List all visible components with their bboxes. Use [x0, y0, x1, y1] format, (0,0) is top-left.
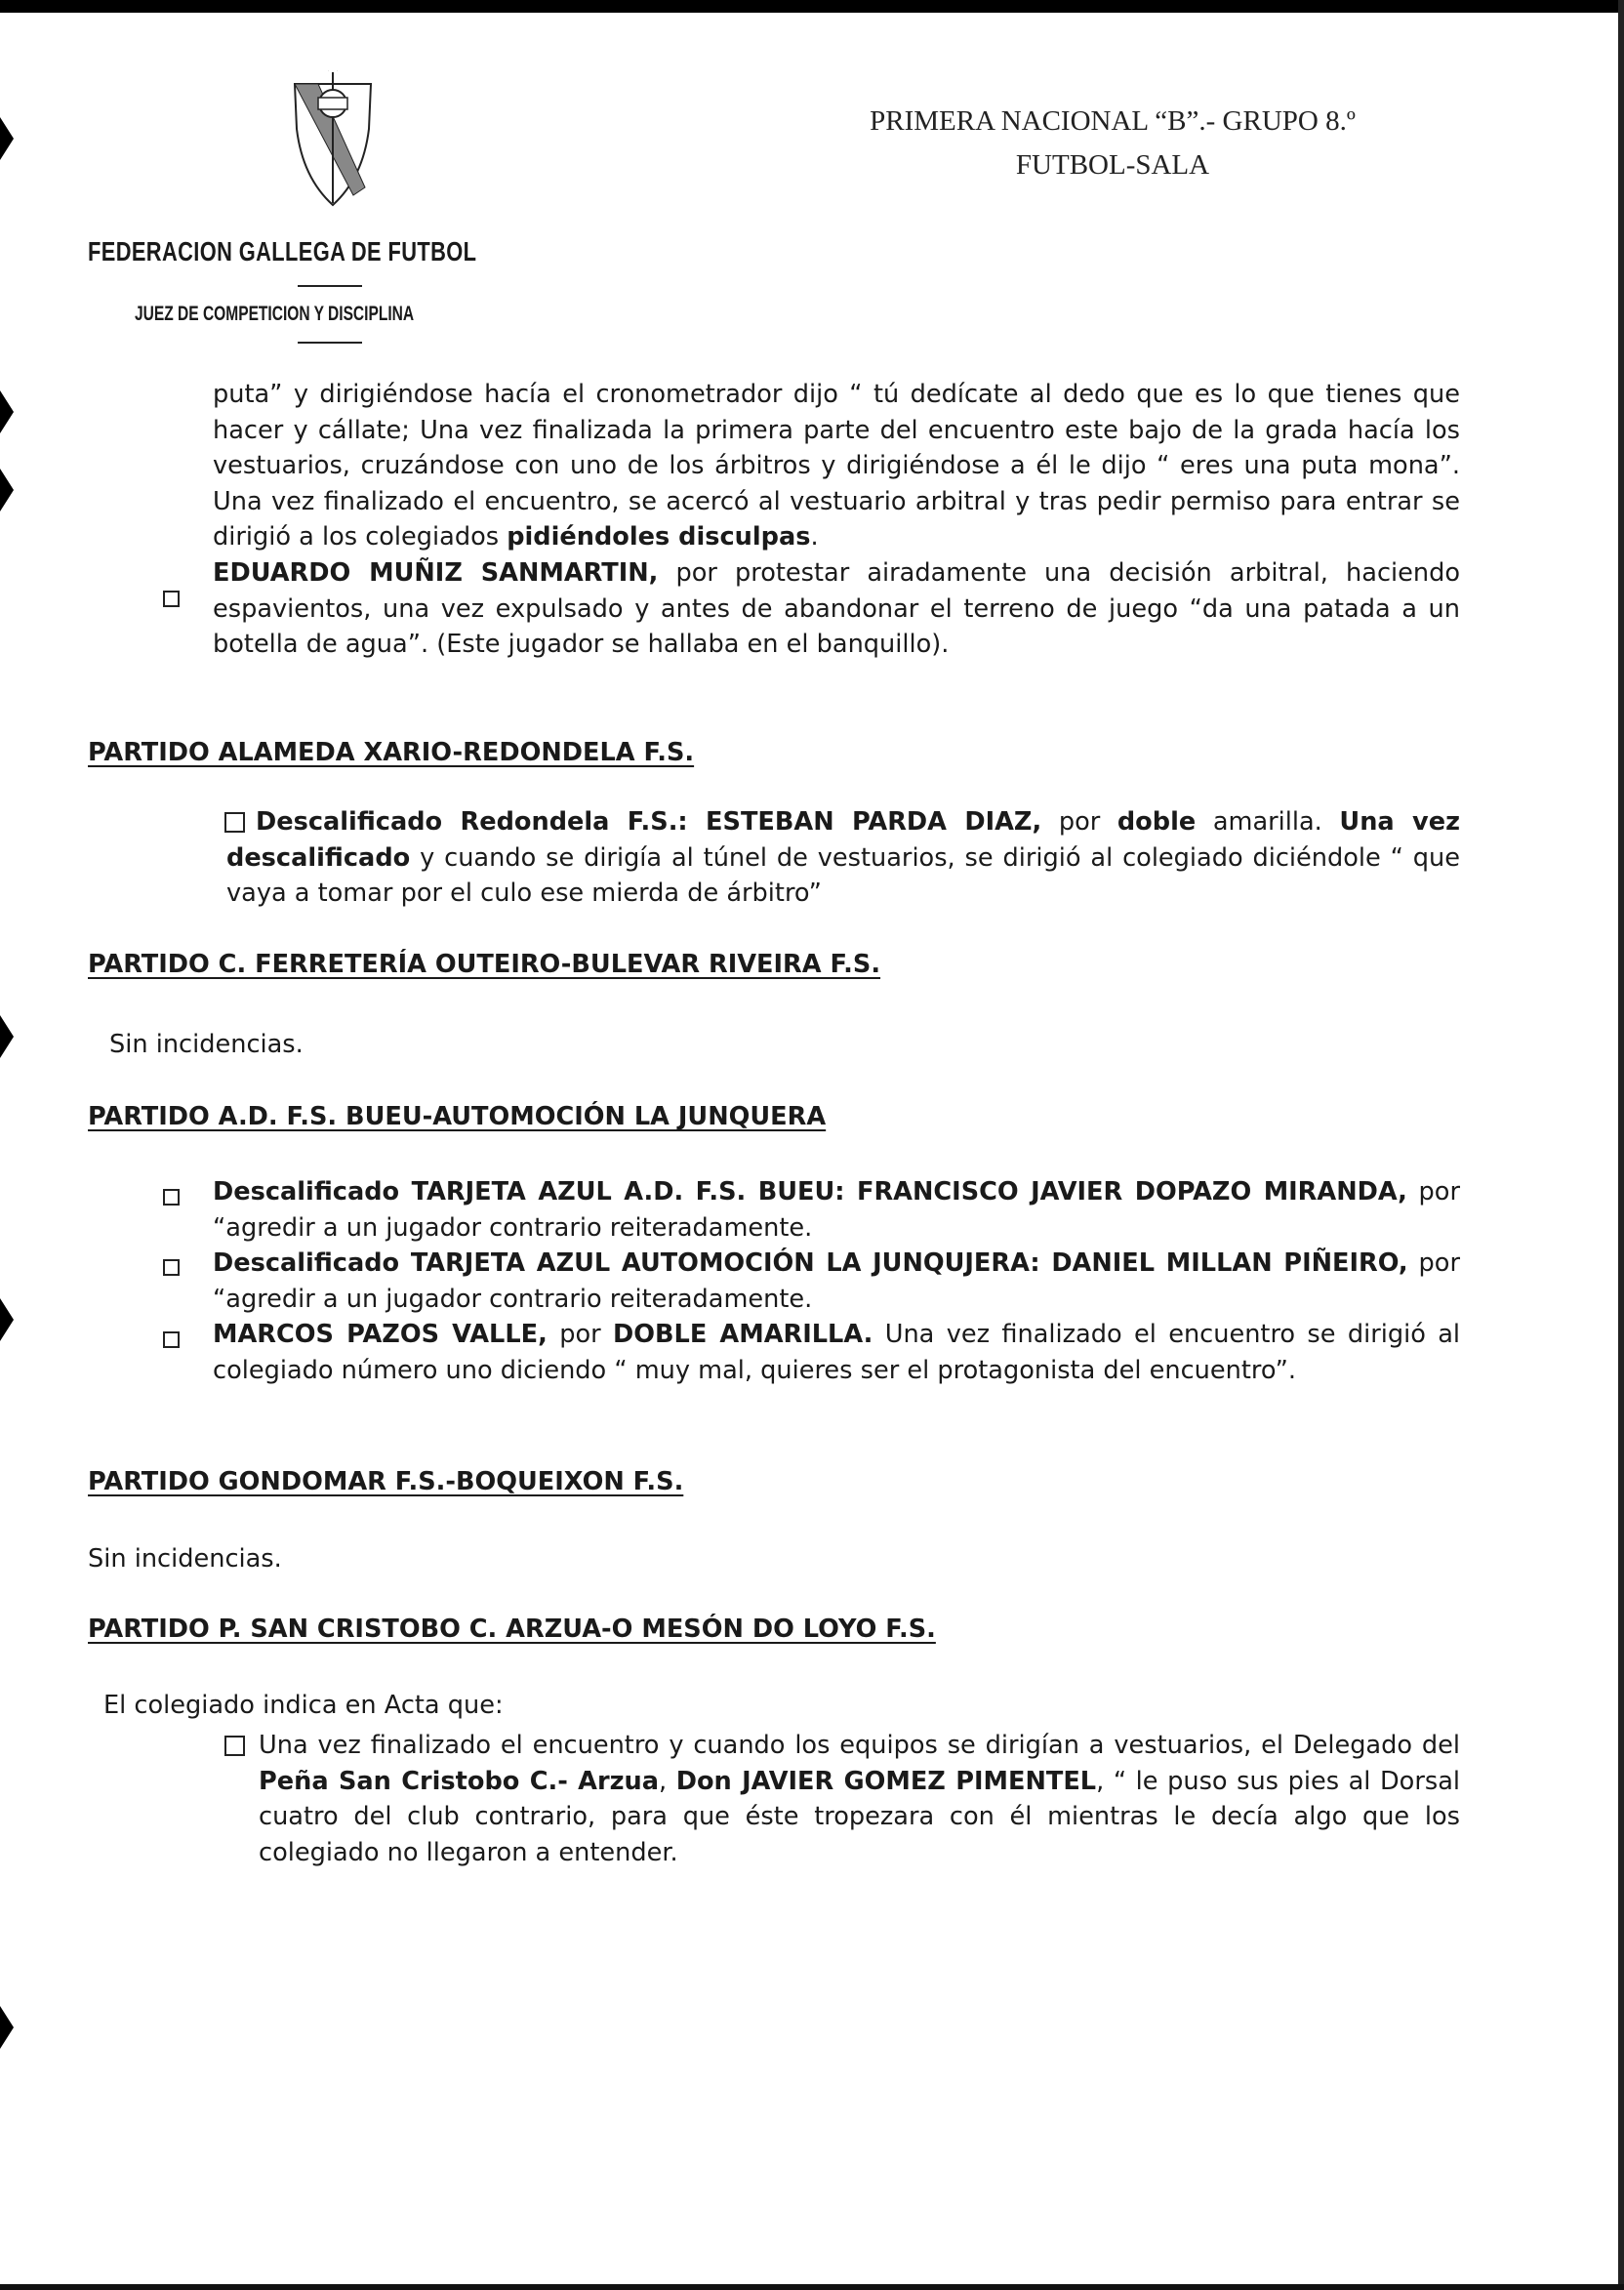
text-run: por protestar airadamente una decisión arbitral, haciendo espavientos, una vez expulsado y antes de abandonar el terreno de juego “da una patada a un botella de agua”. (Este jugador se hallaba en el banquillo). [213, 558, 1460, 660]
bold-text-run: Una vez descalificado [226, 807, 1460, 873]
checkbox-bullet-icon [163, 1189, 180, 1206]
text-run: . [810, 522, 819, 552]
organization-name: FEDERACION GALLEGA DE FUTBOL [88, 236, 477, 266]
scan-edge-tear [0, 117, 14, 160]
divider [298, 342, 362, 344]
scan-border-bottom [0, 2284, 1624, 2290]
sport-title: FUTBOL-SALA [1015, 149, 1210, 181]
text-run: por [547, 1320, 613, 1349]
bold-text-run: Descalificado TARJETA AZUL A.D. F.S. BUEU: FRANCISCO JAVIER DOPAZO MIRANDA, [213, 1177, 1407, 1206]
text-run: y cuando se dirigía al túnel de vestuarios, se dirigió al colegiado diciéndole “ que vaya a tomar por el culo ese mierda de árbitro” [226, 842, 1460, 909]
divider [298, 285, 362, 287]
department-name: JUEZ DE COMPETICION Y DISCIPLINA [135, 303, 415, 325]
text-run: , [659, 1766, 676, 1796]
scan-edge-tear [0, 1015, 14, 1058]
match-note: Sin incidencias. [88, 1544, 282, 1574]
match-note: El colegiado indica en Acta que: [103, 1691, 504, 1720]
checkbox-bullet-icon [224, 1736, 245, 1756]
match-heading: PARTIDO A.D. F.S. BUEU-AUTOMOCIÓN LA JUNQUERA [88, 1102, 827, 1131]
sanction-eduardo [213, 555, 1460, 663]
bold-text-run: Peña San Cristobo C.- Arzua [259, 1766, 660, 1796]
bold-text-run: pidiéndoles disculpas [507, 522, 811, 552]
bold-text-run: Descalificado Redondela F.S.: ESTEBAN PARDA DIAZ, [256, 807, 1042, 837]
scan-edge-tear [0, 2006, 14, 2049]
scan-border-right [1618, 0, 1624, 2290]
checkbox-bullet-icon [163, 591, 180, 607]
match-heading: PARTIDO P. SAN CRISTOBO C. ARZUA-O MESÓN DO LOYO F.S. [88, 1615, 936, 1644]
competition-title: PRIMERA NACIONAL “B”.- GRUPO 8.º [870, 105, 1356, 137]
sanction-item [213, 1317, 1460, 1388]
scan-edge-tear [0, 390, 14, 433]
text-run: Una vez finalizado el encuentro se dirigió al colegiado número uno diciendo “ muy mal, quieres ser el protagonista del encuentro”. [213, 1320, 1461, 1385]
bold-text-run: Descalificado TARJETA AZUL AUTOMOCIÓN LA JUNQUJERA: DANIEL MILLAN PIÑEIRO, [213, 1248, 1408, 1278]
match-note: Sin incidencias. [109, 1030, 304, 1059]
text-run: por “agredir a un jugador contrario reiteradamente. [213, 1248, 1460, 1314]
bold-text-run: Don JAVIER GOMEZ PIMENTEL [675, 1766, 1097, 1796]
sanction-item [213, 1246, 1460, 1317]
scan-border-top [0, 0, 1624, 13]
text-run: amarilla. [1196, 807, 1340, 837]
sanction-item [226, 804, 1460, 912]
bold-text-run: doble [1116, 807, 1197, 837]
match-heading: PARTIDO ALAMEDA XARIO-REDONDELA F.S. [88, 738, 695, 767]
text-run: por “agredir a un jugador contrario reiteradamente. [213, 1177, 1460, 1243]
bold-text-run: EDUARDO MUÑIZ SANMARTIN, [213, 558, 659, 588]
continuation-paragraph [213, 377, 1460, 555]
text-run: por [1041, 807, 1117, 837]
scan-edge-tear [0, 1298, 14, 1341]
sanction-item [259, 1728, 1460, 1870]
match-heading: PARTIDO GONDOMAR F.S.-BOQUEIXON F.S. [88, 1467, 684, 1496]
text-run: puta” y dirigiéndose hacía el cronometrador dijo “ tú dedícate al dedo que es lo que tienes que hacer y cállate; Una vez finalizada la primera parte del encuentro este bajo de la grada hacía los vestuarios, cruzándose con uno de los árbitros y dirigiéndose a él le dijo “ eres una puta mona”. Una vez finalizado el encuentro, se acercó al vestuario arbitral y tras pedir permiso para entrar se dirigió a los colegiados [213, 380, 1460, 552]
scan-edge-tear [0, 469, 14, 511]
federation-crest-logo [289, 70, 377, 207]
text-run: , “ le puso sus pies al Dorsal cuatro del club contrario, para que éste tropezara con él mientras le decía algo que los colegiado no llegaron a entender. [259, 1766, 1460, 1867]
text-run: Una vez finalizado el encuentro y cuando los equipos se dirigían a vestuarios, el Delegado del [259, 1731, 1460, 1760]
bold-text-run: MARCOS PAZOS VALLE, [213, 1320, 548, 1349]
sanction-item [213, 1174, 1460, 1246]
checkbox-bullet-icon [163, 1331, 180, 1348]
bold-text-run: DOBLE AMARILLA. [613, 1320, 873, 1349]
match-heading: PARTIDO C. FERRETERÍA OUTEIRO-BULEVAR RIVEIRA F.S. [88, 950, 881, 979]
checkbox-bullet-icon [163, 1259, 180, 1276]
